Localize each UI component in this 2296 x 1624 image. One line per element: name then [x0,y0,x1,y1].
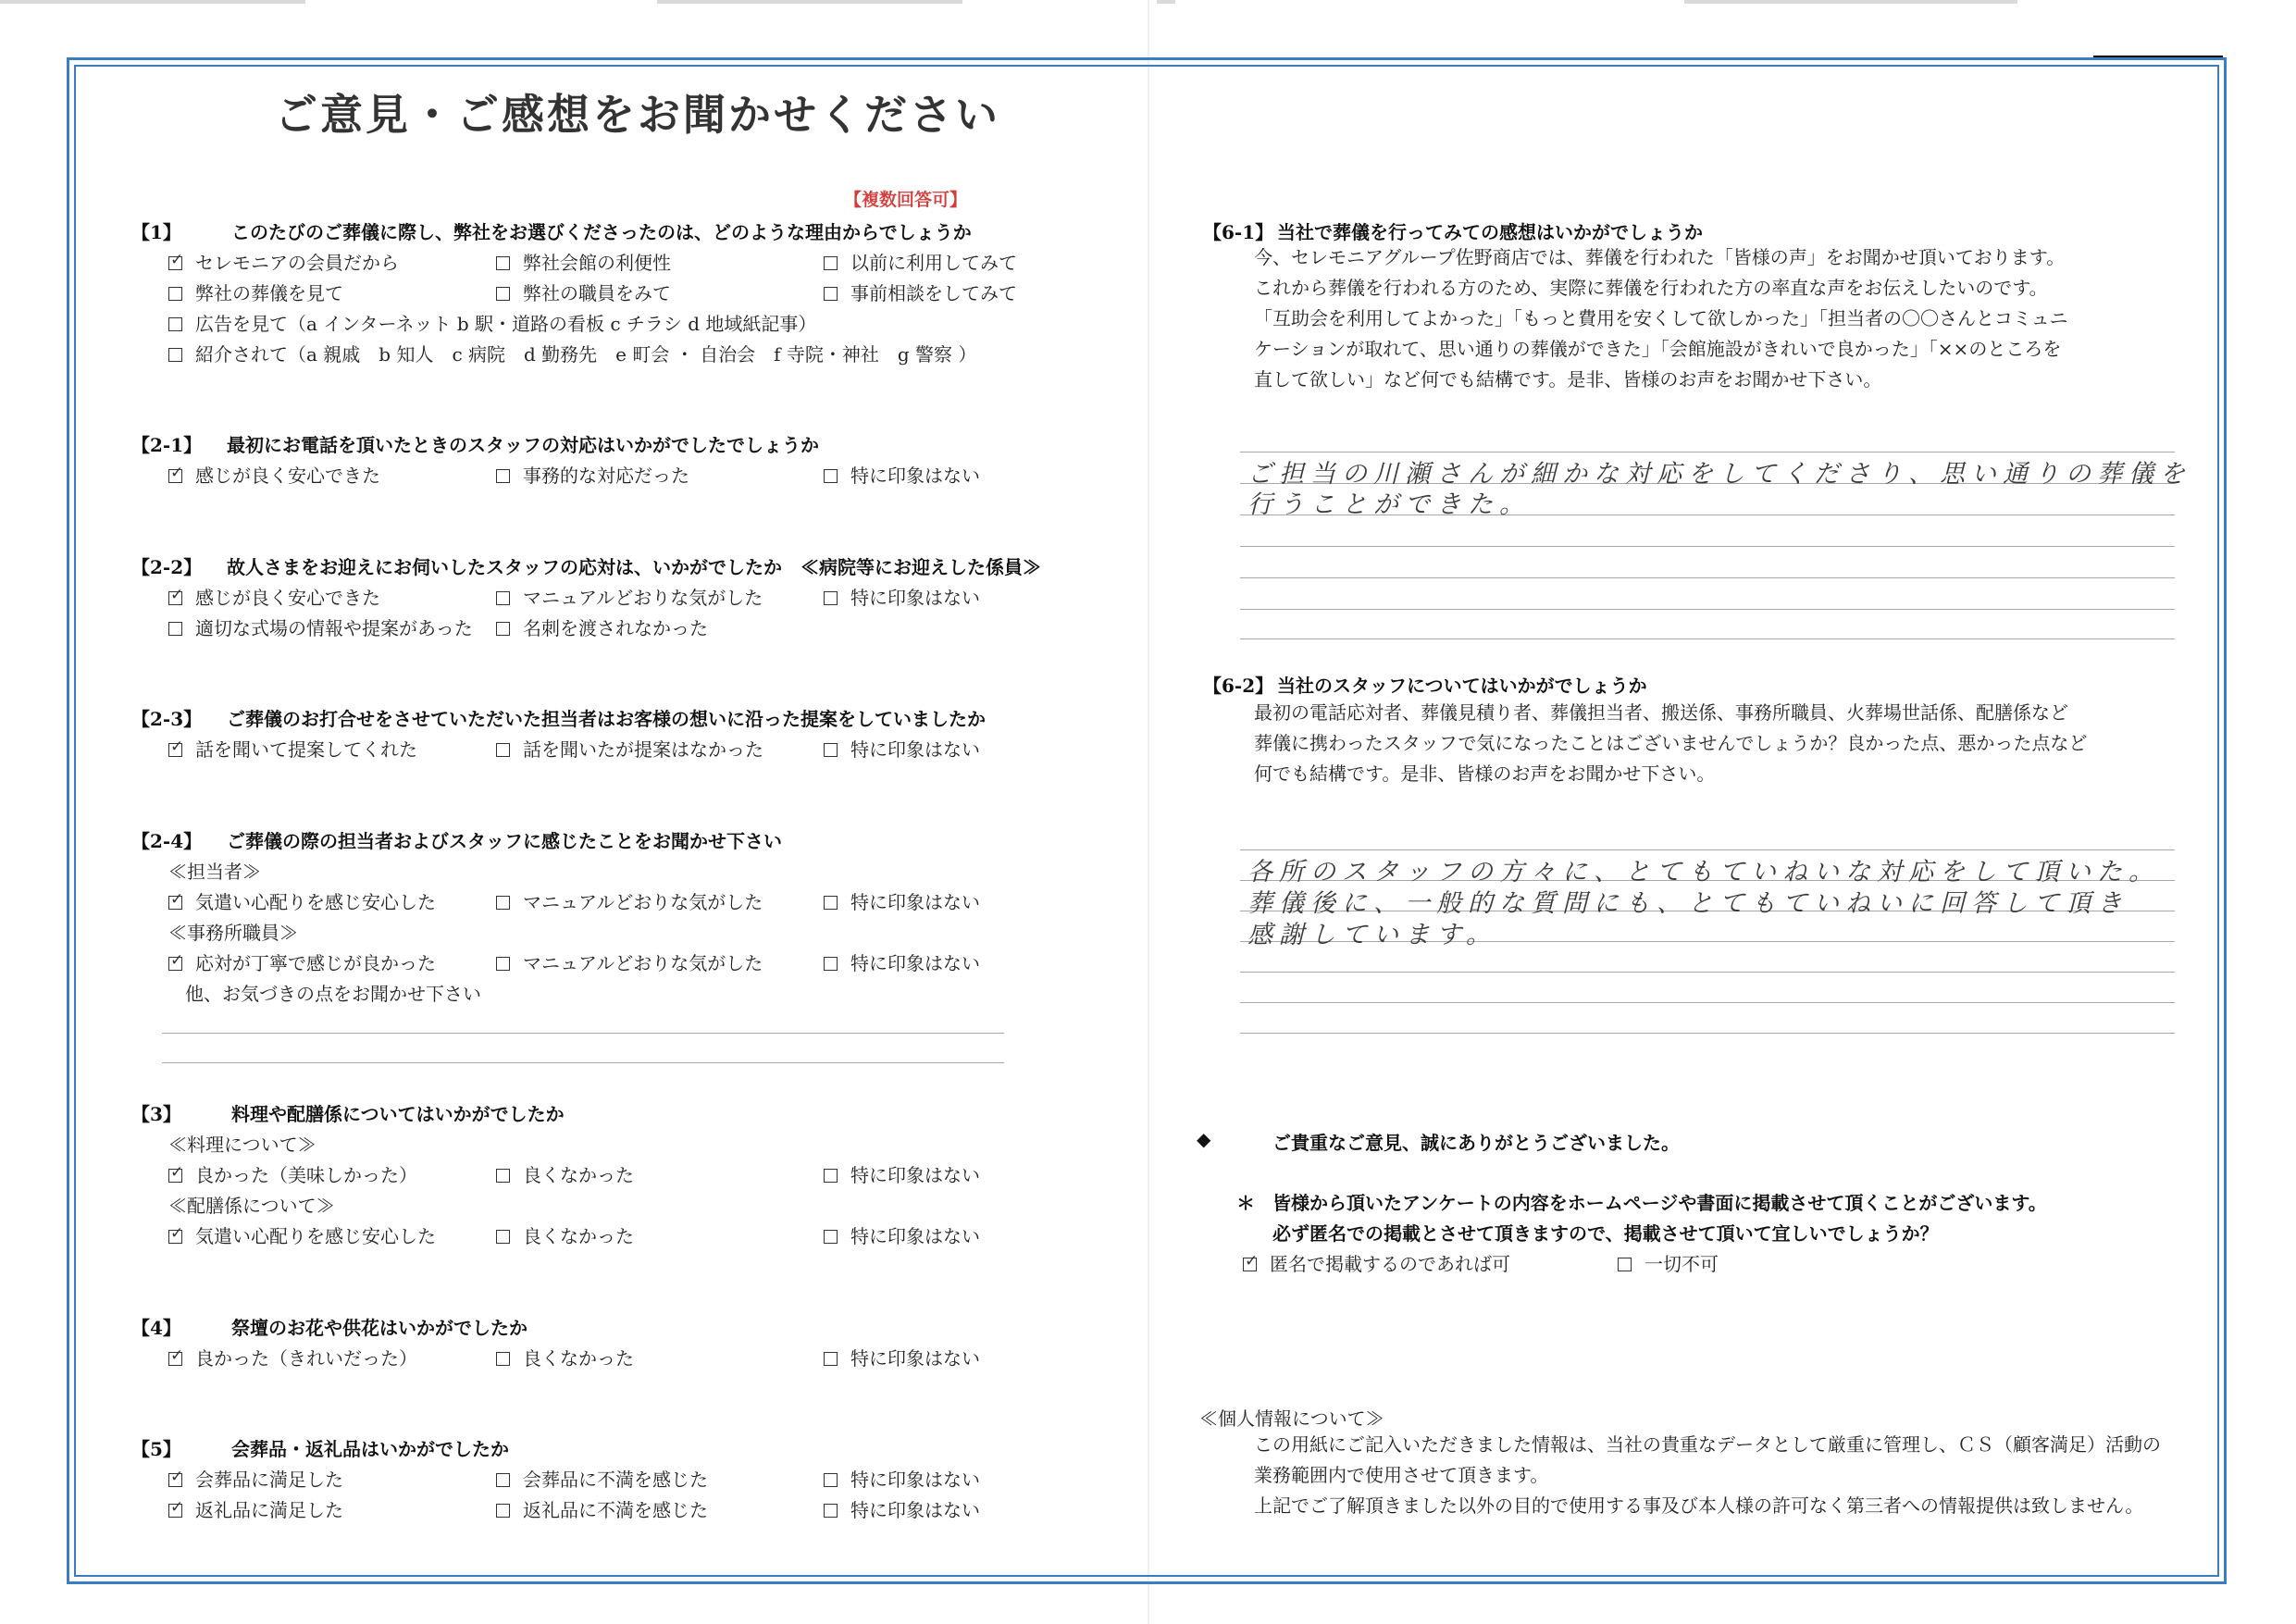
checkbox-option[interactable]: 良くなかった [496,1344,634,1370]
question-number: 【1】 [131,221,181,243]
question-number: 【6-2】 [1203,675,1274,697]
checkbox-icon [168,1169,182,1183]
sub-heading: ≪事務所職員≫ [168,922,298,944]
checkbox-option[interactable]: ✓返礼品に満足した [168,1495,343,1522]
asterisk-icon: ＊ [1236,1192,1255,1214]
sub-heading: ≪担当者≫ [168,861,261,883]
checkbox-icon [824,256,838,270]
handwritten-answer[interactable]: 各所のスタッフの方々に、とてもていねいな対応をして頂いた。 [1247,858,2160,886]
checkbox-option[interactable]: 良くなかった [496,1221,634,1248]
checkbox-option[interactable]: 良くなかった [496,1160,634,1187]
checkbox-option[interactable]: 紹介されて（a 親戚 b 知人 c 病院 d 勤務先 e 町会 ・ 自治会 f 寺院・神社 g 警察 ） [168,340,976,366]
body-line: 何でも結構です。是非、皆様のお声をお聞かせ下さい。 [1254,762,1716,785]
checkbox-icon [496,469,510,483]
checkbox-option[interactable]: 特に印象はない [824,887,980,914]
checkbox-icon [496,1352,510,1366]
checkbox-option[interactable]: 一切不可 [1618,1249,1719,1276]
checkbox-icon [824,957,838,971]
checkbox-option[interactable]: 事務的な対応だった [496,461,689,488]
question-text: ご葬儀の際の担当者およびスタッフに感じたことをお聞かせ下さい [227,830,782,852]
checkbox-icon [168,317,182,331]
body-line: 直して欲しい」など何でも結構です。是非、皆様のお声をお聞かせ下さい。 [1254,368,1882,391]
checkbox-icon [168,1352,182,1366]
checkbox-option[interactable]: マニュアルどおりな気がした [496,948,763,975]
checkbox-option[interactable]: 特に印象はない [824,1160,980,1187]
checkbox-option[interactable]: 特に印象はない [824,461,980,488]
checkbox-option[interactable]: ✓話を聞いて提案してくれた [168,735,417,762]
checkbox-option[interactable]: ✓良かった（美味しかった） [168,1160,417,1187]
answer-line [1240,609,2175,610]
checkbox-option[interactable]: 特に印象はない [824,1465,980,1492]
checkbox-option[interactable]: ✓セレモニアの会員だから [168,248,399,275]
checkbox-option[interactable]: ✓感じが良く安心できた [168,461,380,488]
publish-question: 皆様から頂いたアンケートの内容をホームページや書面に掲載させて頂くことがございます。 [1272,1192,2047,1214]
checkbox-icon [824,469,838,483]
question-text: 会葬品・返礼品はいかがでしたか [231,1438,509,1460]
checkbox-option[interactable]: 名刺を渡されなかった [496,614,708,640]
checkbox-option[interactable]: 適切な式場の情報や提案があった [168,614,473,640]
privacy-line: この用紙にご記入いただきました情報は、当社の貴重なデータとして厳重に管理し、ＣＳ（顧客満足）活動の [1254,1433,2161,1456]
body-line: 葬儀に携わったスタッフで気になったことはございませんでしょうか？良かった点、悪かった点など [1254,732,2088,754]
answer-line [1240,1002,2175,1003]
question-number: 【2-1】 [131,434,203,456]
checkbox-icon [168,287,182,301]
question-number: 【2-4】 [131,830,203,852]
checkbox-option[interactable]: 弊社の葬儀を見て [168,279,343,305]
question-text: 故人さまをお迎えにお伺いしたスタッフの応対は、いかがでしたか ≪病院等にお迎えした係員≫ [227,556,1041,578]
answer-line [1240,972,2175,973]
checkbox-icon [168,1504,182,1518]
question-number: 【4】 [131,1317,181,1339]
checkbox-icon [168,743,182,757]
checkbox-icon [496,287,510,301]
checkbox-icon [496,896,510,910]
other-comments-label: 他、お気づきの点をお聞かせ下さい [185,983,481,1005]
question-number: 【2-2】 [131,556,203,578]
publish-question: 必ず匿名での掲載とさせて頂きますので、掲載させて頂いて宜しいでしょうか？ [1272,1222,1939,1245]
checkbox-icon [1618,1258,1632,1271]
answer-line [1240,1033,2175,1034]
question-text: このたびのご葬儀に際し、弊社をお選びくださったのは、どのような理由からでしょうか [231,221,972,243]
question-text: 祭壇のお花や供花はいかがでしたか [231,1317,527,1339]
checkbox-option[interactable]: ✓気遣い心配りを感じ安心した [168,1221,436,1248]
checkbox-option[interactable]: ✓会葬品に満足した [168,1465,343,1492]
checkbox-icon [496,957,510,971]
handwritten-answer[interactable]: 行うことができた。 [1247,490,1531,519]
checkbox-option[interactable]: 特に印象はない [824,583,980,610]
checkbox-option[interactable]: 以前に利用してみて [824,248,1017,275]
checkbox-option[interactable]: 話を聞いたが提案はなかった [496,735,763,762]
checkbox-icon [496,591,510,605]
question-text: ご葬儀のお打合せをさせていただいた担当者はお客様の想いに沿った提案をしていましたか [227,708,986,730]
checkbox-icon [496,743,510,757]
checkbox-option[interactable]: 特に印象はない [824,1495,980,1522]
checkbox-icon [824,1473,838,1487]
checkbox-icon [824,896,838,910]
sub-heading: ≪料理について≫ [168,1134,316,1156]
checkbox-option[interactable]: ✓良かった（きれいだった） [168,1344,417,1370]
checkbox-icon [168,1230,182,1244]
checkbox-option[interactable]: 広告を見て（a インターネット b 駅・道路の看板 c チラシ d 地域紙記事） [168,309,816,336]
checkbox-icon [1243,1258,1257,1271]
checkbox-option[interactable]: 弊社の職員をみて [496,279,671,305]
question-text: 当社のスタッフについてはいかがでしょうか [1277,675,1647,697]
thanks-text: ご貴重なご意見、誠にありがとうございました。 [1272,1132,1680,1154]
question-text: 料理や配膳係についてはいかがでしたか [231,1103,565,1125]
checkbox-icon [168,348,182,362]
checkbox-icon [496,1169,510,1183]
comment-line[interactable] [162,1033,1004,1034]
checkbox-icon [496,622,510,636]
checkbox-icon [168,256,182,270]
checkbox-icon [824,743,838,757]
question-text: 当社で葬儀を行ってみての感想はいかがでしょうか [1277,221,1703,243]
checkbox-icon [496,1473,510,1487]
question-number: 【2-3】 [131,708,203,730]
privacy-line: 業務範囲内で使用させて頂きます。 [1254,1464,1549,1486]
checkbox-option[interactable]: マニュアルどおりな気がした [496,887,763,914]
body-line: ケーションが取れて、思い通りの葬儀ができた」「会館施設がきれいで良かった」「××のところを [1254,338,2062,360]
checkbox-icon [824,1352,838,1366]
checkbox-icon [168,622,182,636]
checkbox-icon [168,1473,182,1487]
checkbox-icon [824,591,838,605]
question-number: 【6-1】 [1203,221,1274,243]
checkbox-icon [168,957,182,971]
checkbox-icon [824,1230,838,1244]
checkbox-option[interactable]: 会葬品に不満を感じた [496,1465,708,1492]
checkbox-icon [496,1230,510,1244]
checkbox-option[interactable]: 弊社会館の利便性 [496,248,671,275]
checkbox-option[interactable]: 返礼品に不満を感じた [496,1495,708,1522]
checkbox-icon [168,469,182,483]
handwritten-answer[interactable]: ご担当の川瀬さんが細かな対応をしてくださり、思い通りの葬儀を [1247,460,2191,489]
checkbox-icon [824,1504,838,1518]
checkbox-option[interactable]: ✓応対が丁寧で感じが良かった [168,948,436,975]
body-line: 「互助会を利用してよかった」「もっと費用を安くして欲しかった」「担当者の〇〇さんとコミュニ [1254,307,2068,329]
question-number: 【3】 [131,1103,181,1125]
bullet-diamond-icon: ◆ [1197,1128,1211,1150]
checkbox-icon [824,1169,838,1183]
checkbox-option[interactable]: 事前相談をしてみて [824,279,1017,305]
multi-answer-note: 【複数回答可】 [844,190,968,210]
checkbox-option[interactable]: 特に印象はない [824,1221,980,1248]
handwritten-answer[interactable]: 葬儀後に、一般的な質問にも、とてもていねいに回答して頂き [1247,889,2128,918]
sub-heading: ≪配膳係について≫ [168,1195,335,1217]
answer-line [1240,849,2175,850]
body-line: 最初の電話応対者、葬儀見積り者、葬儀担当者、搬送係、事務所職員、火葬場世話係、配膳係など [1254,701,2068,724]
checkbox-icon [496,256,510,270]
page-title: ご意見・ご感想をお聞かせください [275,90,1000,140]
answer-line [1240,546,2175,547]
checkbox-icon [824,287,838,301]
checkbox-icon [168,896,182,910]
comment-line[interactable] [162,1062,1004,1063]
checkbox-option[interactable]: ✓匿名で掲載するのであれば可 [1243,1249,1510,1276]
checkbox-option[interactable]: 特に印象はない [824,948,980,975]
checkbox-icon [496,1504,510,1518]
answer-line [1240,577,2175,578]
handwritten-answer[interactable]: 感謝しています。 [1247,921,1497,949]
question-number: 【5】 [131,1438,181,1460]
body-line: 今、セレモニアグループ佐野商店では、葬儀を行われた「皆様の声」をお聞かせ頂いております。 [1254,246,2066,268]
checkbox-option[interactable]: ✓気遣い心配りを感じ安心した [168,887,436,914]
question-text: 最初にお電話を頂いたときのスタッフの対応はいかがでしたでしょうか [227,434,819,456]
checkbox-option[interactable]: 特に印象はない [824,735,980,762]
answer-line [1240,638,2175,639]
privacy-line: 上記でご了解頂きました以外の目的で使用する事及び本人様の許可なく第三者への情報提供は致しません。 [1254,1494,2144,1517]
checkbox-icon [168,591,182,605]
checkbox-option[interactable]: ✓感じが良く安心できた [168,583,380,610]
checkbox-option[interactable]: 特に印象はない [824,1344,980,1370]
privacy-heading: ≪個人情報について≫ [1199,1407,1384,1430]
checkbox-option[interactable]: マニュアルどおりな気がした [496,583,763,610]
body-line: これから葬儀を行われる方のため、実際に葬儀を行われた方の率直な声をお伝えしたいのです。 [1254,277,2048,299]
